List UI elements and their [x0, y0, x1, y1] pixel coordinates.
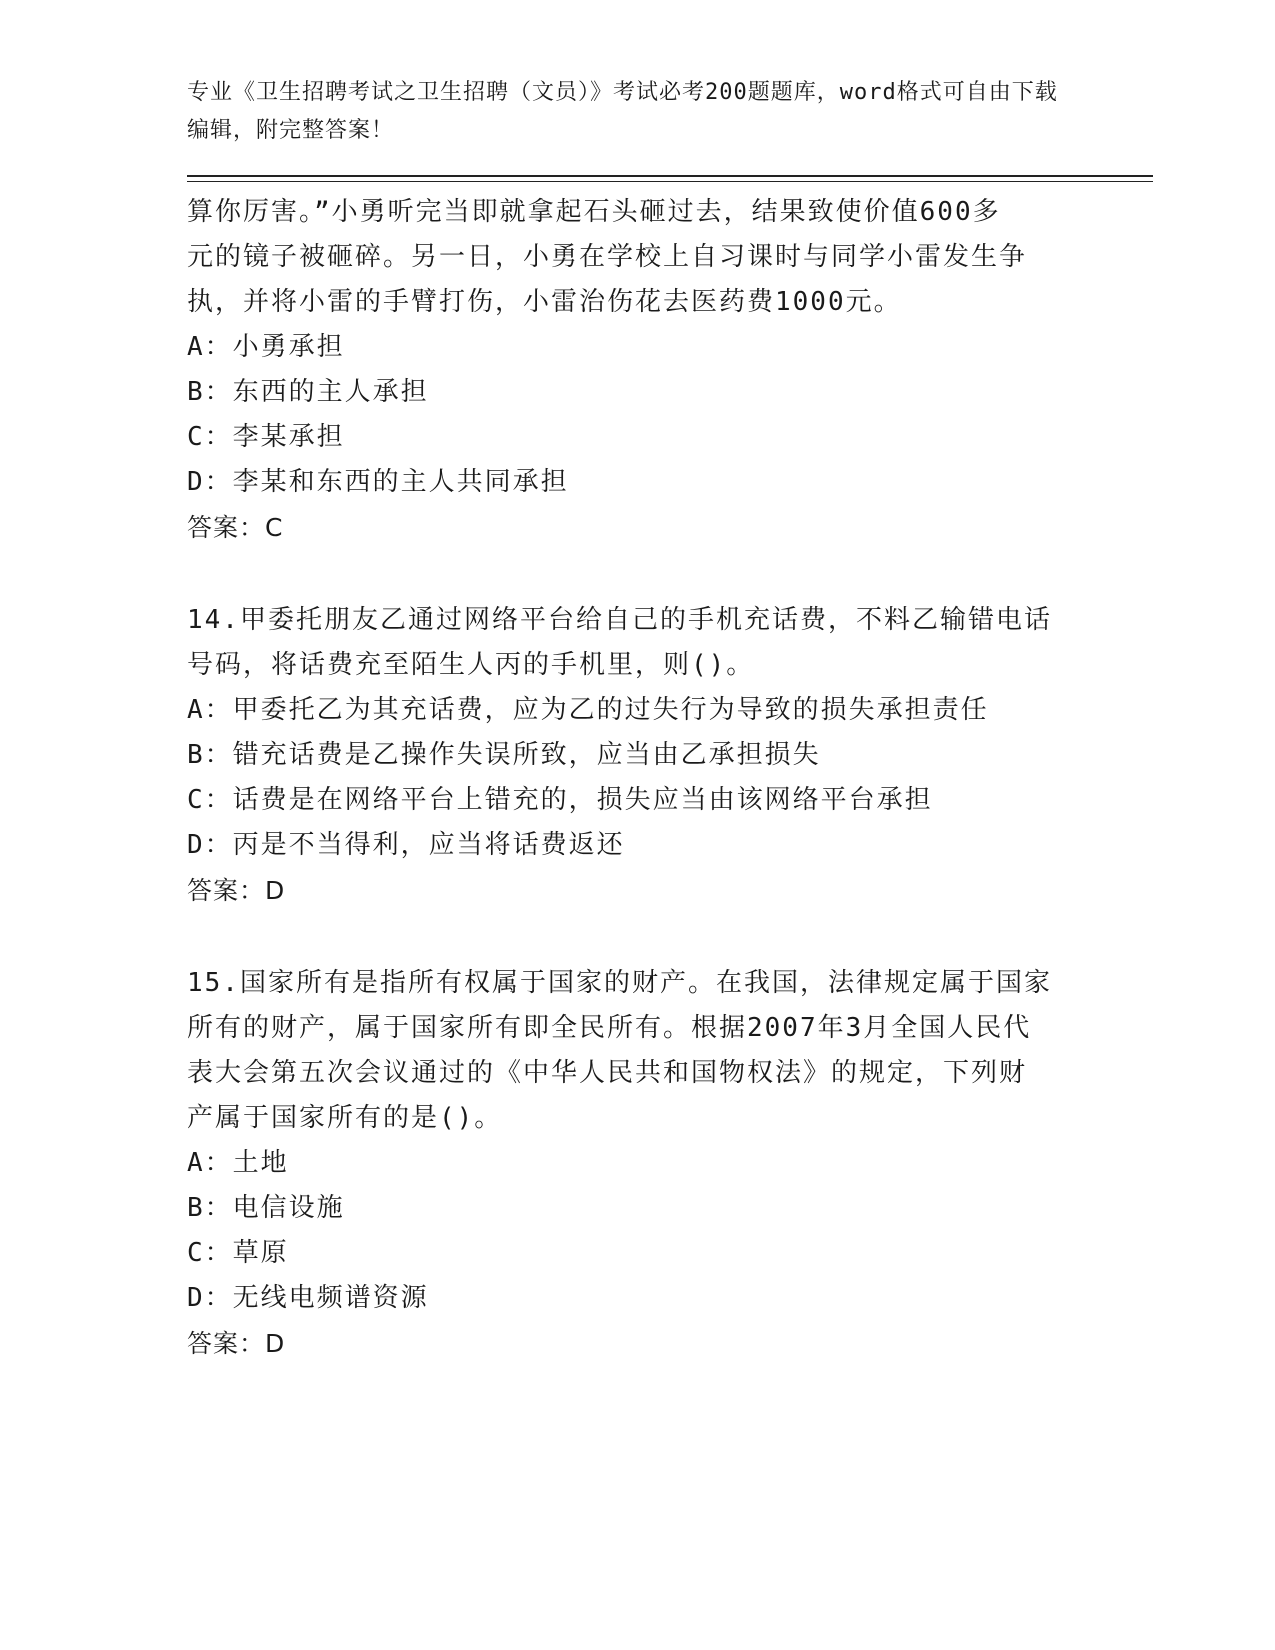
question-13-continuation	[187, 190, 1087, 550]
option-a: A：甲委托乙为其充话费，应为乙的过失行为导致的损失承担责任	[187, 695, 989, 725]
option-d: D：无线电频谱资源	[187, 1283, 429, 1313]
question-text-line: 号码，将话费充至陌生人丙的手机里，则()。	[187, 650, 755, 680]
spacer	[187, 913, 1087, 961]
document-body	[187, 190, 1087, 1366]
question-text-line: 算你厉害。”小勇听完当即就拿起石头砸过去，结果致使价值600多	[187, 197, 1001, 227]
header-rule-thin	[187, 181, 1153, 182]
question-text-line: 产属于国家所有的是()。	[187, 1103, 503, 1133]
header-title: 专业《卫生招聘考试之卫生招聘（文员）》考试必考200题题库，word格式可自由下载编辑，附完整答案！	[187, 80, 1058, 143]
option-b: B：电信设施	[187, 1193, 345, 1223]
option-b: B：错充话费是乙操作失误所致，应当由乙承担损失	[187, 740, 821, 770]
question-text-line: 所有的财产，属于国家所有即全民所有。根据2007年3月全国人民代	[187, 1013, 1032, 1043]
spacer	[187, 550, 1087, 598]
question-14	[187, 598, 1087, 913]
question-text-line: 14.甲委托朋友乙通过网络平台给自己的手机充话费，不料乙输错电话	[187, 605, 1052, 635]
option-a: A：小勇承担	[187, 332, 345, 362]
option-d: D：丙是不当得利，应当将话费返还	[187, 830, 625, 860]
option-b: B：东西的主人承担	[187, 377, 429, 407]
question-text-line: 表大会第五次会议通过的《中华人民共和国物权法》的规定，下列财	[187, 1058, 1028, 1088]
page-header	[187, 74, 1067, 150]
answer-line: 答案：C	[187, 513, 284, 542]
question-15	[187, 961, 1087, 1366]
header-rule-thick	[187, 175, 1153, 177]
question-text-line: 元的镜子被砸碎。另一日，小勇在学校上自习课时与同学小雷发生争	[187, 242, 1028, 272]
question-text-line: 执，并将小雷的手臂打伤，小雷治伤花去医药费1000元。	[187, 287, 902, 317]
option-a: A：土地	[187, 1148, 289, 1178]
answer-line: 答案：D	[187, 876, 286, 905]
option-d: D：李某和东西的主人共同承担	[187, 467, 569, 497]
option-c: C：草原	[187, 1238, 289, 1268]
answer-line: 答案：D	[187, 1329, 286, 1358]
question-text-line: 15.国家所有是指所有权属于国家的财产。在我国，法律规定属于国家	[187, 968, 1052, 998]
option-c: C：话费是在网络平台上错充的，损失应当由该网络平台承担	[187, 785, 933, 815]
option-c: C：李某承担	[187, 422, 345, 452]
